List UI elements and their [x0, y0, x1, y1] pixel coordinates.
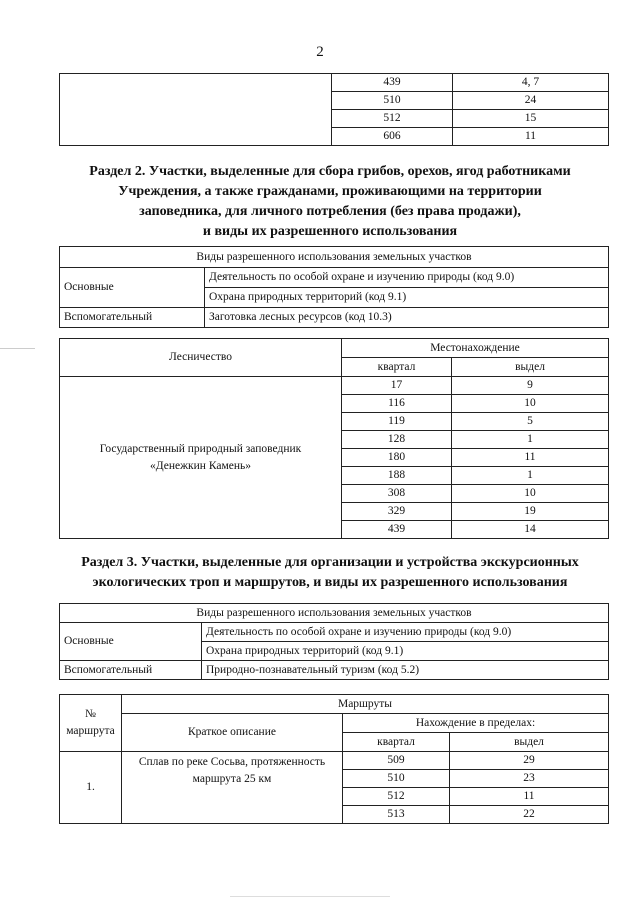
vydel-cell: 1 [452, 431, 609, 449]
kvartal-header: квартал [342, 358, 452, 377]
vydel-cell: 15 [453, 110, 609, 128]
routes-header: Маршруты [122, 695, 609, 714]
forestry-name [60, 377, 342, 539]
table-row [60, 268, 609, 288]
table-row [60, 623, 609, 642]
vydel-cell: 23 [450, 770, 609, 788]
heading-line: Учреждения, а также гражданами, проживающими на территории [118, 184, 542, 199]
table-row [60, 752, 609, 770]
kvartal-cell: 512 [332, 110, 453, 128]
description-header: Краткое описание [122, 714, 343, 752]
section-3-use-table [59, 603, 609, 680]
heading-line: заповедника, для личного потребления (без права продажи), [139, 204, 521, 219]
vydel-cell: 22 [450, 806, 609, 824]
use-table-header: Виды разрешенного использования земельных участков [60, 247, 609, 268]
table-row [60, 661, 609, 680]
vydel-cell: 10 [452, 485, 609, 503]
table-row [60, 377, 609, 395]
route-description-line: маршрута 25 км [192, 773, 272, 785]
section-3-heading [40, 553, 620, 593]
vydel-cell: 10 [452, 395, 609, 413]
vydel-cell: 19 [452, 503, 609, 521]
route-description-line: Сплав по реке Сосьва, протяженность [138, 756, 326, 768]
kvartal-cell: 308 [342, 485, 452, 503]
kvartal-cell: 119 [342, 413, 452, 431]
kvartal-cell: 606 [332, 128, 453, 146]
vydel-cell: 5 [452, 413, 609, 431]
kvartal-cell: 17 [342, 377, 452, 395]
main-use-label: Основные [60, 623, 202, 661]
aux-use-item: Заготовка лесных ресурсов (код 10.3) [205, 308, 609, 328]
table-row [60, 74, 609, 92]
kvartal-cell: 439 [332, 74, 453, 92]
main-use-item: Охрана природных территорий (код 9.1) [205, 288, 609, 308]
route-description [122, 752, 343, 824]
heading-line: Раздел 3. Участки, выделенные для организации и устройства экскурсионных [81, 555, 579, 570]
kvartal-cell: 513 [343, 806, 450, 824]
table-row [60, 308, 609, 328]
route-number-header [60, 695, 122, 752]
route-number: 1. [60, 752, 122, 824]
vydel-header: выдел [452, 358, 609, 377]
vydel-cell: 1 [452, 467, 609, 485]
forestry-header: Лесничество [60, 339, 342, 377]
table-row [60, 695, 609, 714]
kvartal-cell: 329 [342, 503, 452, 521]
vydel-cell: 11 [452, 449, 609, 467]
kvartal-cell: 512 [343, 788, 450, 806]
table-row [60, 604, 609, 623]
kvartal-cell: 439 [342, 521, 452, 539]
main-use-item: Деятельность по особой охране и изучению природы (код 9.0) [202, 623, 609, 642]
heading-line: экологических троп и маршрутов, и виды их разрешенного использования [92, 575, 568, 590]
route-number-header-line: маршрута [66, 725, 115, 737]
vydel-cell: 29 [450, 752, 609, 770]
section-2-use-table [59, 246, 609, 328]
kvartal-cell: 180 [342, 449, 452, 467]
section-2-location-table [59, 338, 609, 539]
kvartal-cell: 188 [342, 467, 452, 485]
route-number-header-line: № [85, 708, 96, 720]
vydel-cell: 4, 7 [453, 74, 609, 92]
scan-artifact-line [230, 896, 390, 897]
table-row [60, 339, 609, 358]
main-use-item: Охрана природных территорий (код 9.1) [202, 642, 609, 661]
vydel-cell: 11 [450, 788, 609, 806]
vydel-cell: 11 [453, 128, 609, 146]
aux-use-item: Природно-познавательный туризм (код 5.2) [202, 661, 609, 680]
forestry-name-line: Государственный природный заповедник [99, 442, 302, 455]
aux-use-label: Вспомогательный [60, 308, 205, 328]
scan-artifact-line [0, 348, 35, 349]
kvartal-cell: 116 [342, 395, 452, 413]
kvartal-cell: 509 [343, 752, 450, 770]
vydel-cell: 9 [452, 377, 609, 395]
vydel-cell: 24 [453, 92, 609, 110]
continuation-table [59, 73, 609, 146]
within-header: Нахождение в пределах: [343, 714, 609, 733]
section-3-routes-table [59, 694, 609, 824]
heading-line: Раздел 2. Участки, выделенные для сбора грибов, орехов, ягод работниками [89, 164, 571, 179]
use-table-header: Виды разрешенного использования земельных участков [60, 604, 609, 623]
table-row [60, 714, 609, 733]
table-row [60, 247, 609, 268]
main-use-label: Основные [60, 268, 205, 308]
kvartal-cell: 510 [332, 92, 453, 110]
blank-cell [60, 74, 332, 146]
kvartal-header: квартал [343, 733, 450, 752]
kvartal-cell: 510 [343, 770, 450, 788]
vydel-header: выдел [450, 733, 609, 752]
kvartal-cell: 128 [342, 431, 452, 449]
section-2-heading [40, 162, 620, 242]
location-header: Местонахождение [342, 339, 609, 358]
vydel-cell: 14 [452, 521, 609, 539]
forestry-name-line: «Денежкин Камень» [150, 459, 251, 472]
page-number: 2 [316, 44, 324, 60]
aux-use-label: Вспомогательный [60, 661, 202, 680]
heading-line: и виды их разрешенного использования [202, 224, 458, 239]
main-use-item: Деятельность по особой охране и изучению природы (код 9.0) [205, 268, 609, 288]
